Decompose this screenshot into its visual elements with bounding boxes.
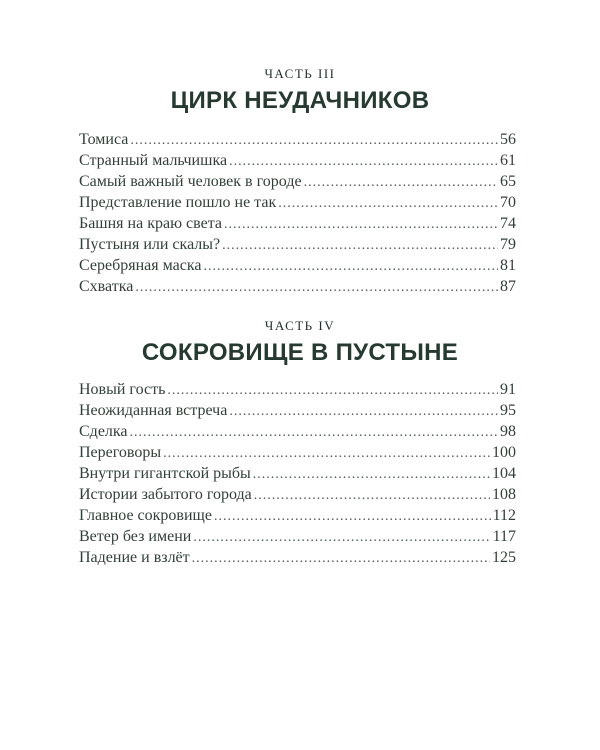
dot-leader bbox=[254, 485, 490, 506]
page-number: 104 bbox=[492, 465, 516, 482]
entry-title: Переговоры bbox=[79, 444, 162, 461]
entry-title: Новый гость bbox=[79, 381, 166, 398]
toc-entry[interactable] bbox=[79, 484, 516, 505]
part-title: ЦИРК НЕУДАЧНИКОВ bbox=[170, 87, 430, 114]
dot-leader bbox=[130, 422, 498, 443]
page-number: 98 bbox=[500, 423, 516, 440]
dot-leader bbox=[167, 380, 498, 401]
toc-entry[interactable] bbox=[79, 379, 516, 400]
page-number: 100 bbox=[492, 444, 516, 461]
entry-title: Главное сокровище bbox=[79, 507, 212, 524]
toc-entry[interactable] bbox=[79, 213, 516, 234]
entry-title: Представление пошло не так bbox=[79, 194, 277, 211]
entry-title: Башня на краю света bbox=[79, 215, 222, 232]
toc-entry[interactable] bbox=[79, 421, 516, 442]
part-label: ЧАСТЬ III bbox=[264, 66, 336, 81]
dot-leader bbox=[203, 256, 498, 277]
dot-leader bbox=[229, 151, 498, 172]
toc-entry[interactable] bbox=[79, 505, 516, 526]
toc-entry[interactable] bbox=[79, 234, 516, 255]
toc-entry[interactable] bbox=[79, 526, 516, 547]
dot-leader bbox=[130, 130, 498, 151]
page-number: 112 bbox=[492, 507, 516, 524]
page-number: 65 bbox=[500, 173, 516, 190]
toc-entry[interactable] bbox=[79, 150, 516, 171]
entry-title: Томиса bbox=[79, 131, 129, 148]
entry-title: Падение и взлёт bbox=[79, 549, 190, 566]
entry-title: Пустыня или скалы? bbox=[79, 236, 221, 253]
page-number: 81 bbox=[500, 257, 516, 274]
toc-entry[interactable] bbox=[79, 129, 516, 150]
part-label: ЧАСТЬ IV bbox=[264, 318, 336, 333]
entry-title: Странный мальчишка bbox=[79, 152, 228, 169]
toc-entry[interactable] bbox=[79, 171, 516, 192]
toc-list bbox=[79, 379, 516, 568]
toc-entry[interactable] bbox=[79, 255, 516, 276]
entry-title: Самый важный человек в городе bbox=[79, 173, 302, 190]
dot-leader bbox=[253, 464, 490, 485]
dot-leader bbox=[193, 527, 490, 548]
page-number: 91 bbox=[500, 381, 516, 398]
toc-list bbox=[79, 129, 516, 297]
toc-entry[interactable] bbox=[79, 400, 516, 421]
entry-title: Внутри гигантской рыбы bbox=[79, 465, 251, 482]
entry-title: Серебряная маска bbox=[79, 257, 202, 274]
page-number: 56 bbox=[500, 131, 516, 148]
dot-leader bbox=[304, 172, 498, 193]
dot-leader bbox=[192, 548, 490, 569]
toc-entry[interactable] bbox=[79, 442, 516, 463]
dot-leader bbox=[163, 443, 490, 464]
page-number: 61 bbox=[500, 152, 516, 169]
toc-entry[interactable] bbox=[79, 276, 516, 297]
toc-entry[interactable] bbox=[79, 192, 516, 213]
toc-entry[interactable] bbox=[79, 547, 516, 568]
dot-leader bbox=[222, 235, 498, 256]
entry-title: Истории забытого города bbox=[79, 486, 252, 503]
part-title: СОКРОВИЩЕ В ПУСТЫНЕ bbox=[141, 339, 459, 366]
page-number: 70 bbox=[500, 194, 516, 211]
page-number: 74 bbox=[500, 215, 516, 232]
dot-leader bbox=[229, 401, 498, 422]
page-number: 108 bbox=[492, 486, 516, 503]
page-number: 79 bbox=[500, 236, 516, 253]
dot-leader bbox=[224, 214, 498, 235]
entry-title: Сделка bbox=[79, 423, 128, 440]
toc-entry[interactable] bbox=[79, 463, 516, 484]
part-3-heading bbox=[0, 66, 600, 115]
entry-title: Неожиданная встреча bbox=[79, 402, 228, 419]
part-4-heading bbox=[0, 318, 600, 367]
dot-leader bbox=[135, 277, 498, 298]
entry-title: Ветер без имени bbox=[79, 528, 192, 545]
entry-title: Схватка bbox=[79, 278, 134, 295]
page-number: 95 bbox=[500, 402, 516, 419]
page-number: 87 bbox=[500, 278, 516, 295]
page-number: 125 bbox=[492, 549, 516, 566]
page-number: 117 bbox=[492, 528, 516, 545]
dot-leader bbox=[278, 193, 498, 214]
dot-leader bbox=[214, 506, 491, 527]
